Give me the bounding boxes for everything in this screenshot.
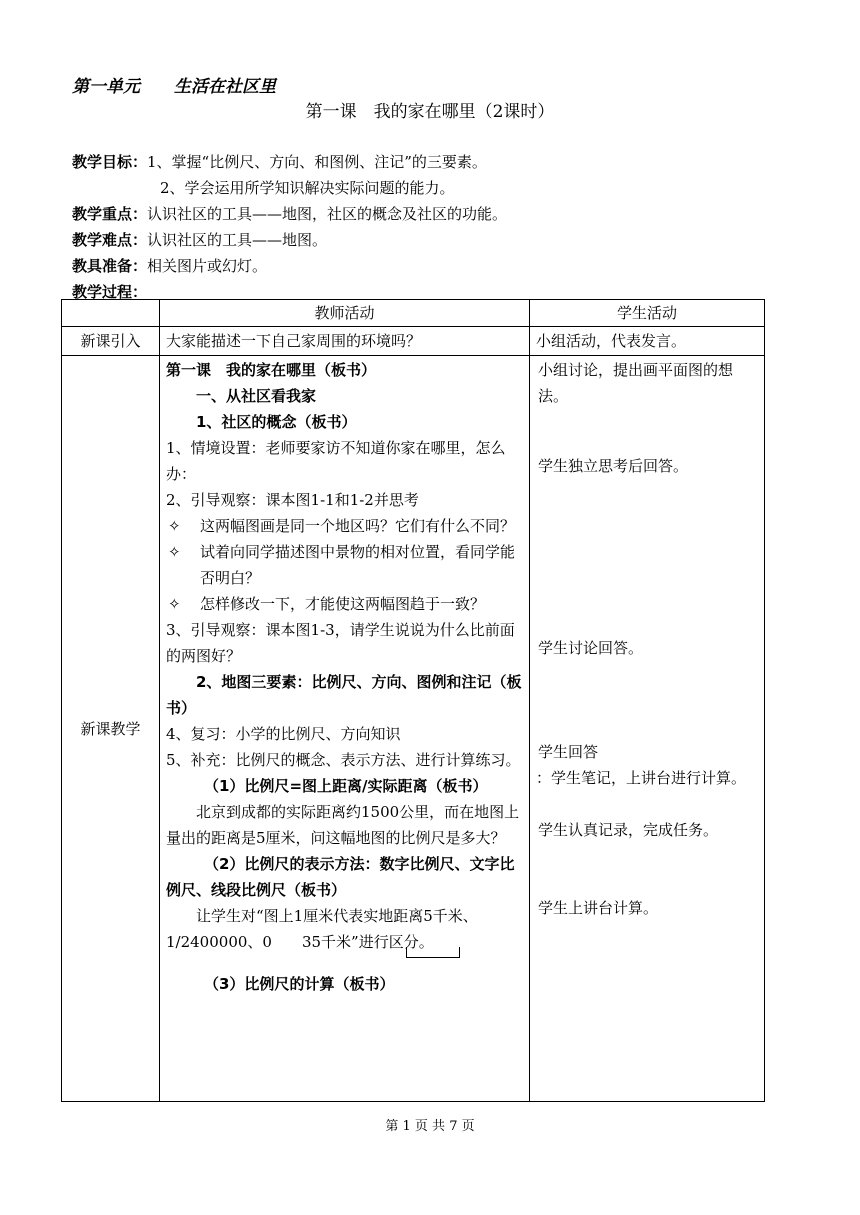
unit-title: 第一单元 生活在社区里 bbox=[72, 77, 276, 97]
diamond-bullet-icon: ✧ bbox=[168, 595, 181, 613]
header-teacher-activity: 教师活动 bbox=[160, 300, 530, 327]
table-row-intro bbox=[62, 327, 765, 356]
student-activity: ：学生笔记，上讲台进行计算。 bbox=[536, 769, 747, 787]
goal-2: 2、学会运用所学知识解决实际问题的能力。 bbox=[160, 179, 455, 197]
lesson-title: 第一课 我的家在哪里（2课时） bbox=[305, 102, 555, 122]
teacher-line: （1）比例尺=图上距离/实际距离（板书） bbox=[204, 777, 488, 795]
teacher-line: 4、复习：小学的比例尺、方向知识 bbox=[166, 725, 401, 743]
student-activity: 学生认真记录，完成任务。 bbox=[538, 821, 719, 839]
teacher-line: 1、社区的概念（板书） bbox=[196, 413, 357, 431]
question-item bbox=[166, 539, 523, 591]
diamond-bullet-icon: ✧ bbox=[168, 517, 181, 535]
question-text: 怎样修改一下，才能使这两幅图趋于一致？ bbox=[200, 595, 486, 613]
header-empty-cell bbox=[62, 300, 160, 327]
intro-teacher-activity: 大家能描述一下自己家周围的环境吗？ bbox=[160, 327, 530, 356]
teacher-line: （2）比例尺的表示方法：数字比例尺、文字比例尺、线段比例尺（板书） bbox=[166, 855, 515, 899]
goals-label: 教学目标： bbox=[72, 153, 148, 171]
teacher-line: 一、从社区看我家 bbox=[196, 387, 317, 405]
key-text: 认识社区的工具——地图，社区的概念及社区的功能。 bbox=[147, 205, 508, 223]
line-scale-icon bbox=[406, 947, 460, 958]
header-student-activity: 学生活动 bbox=[530, 300, 765, 327]
student-activity: 学生讨论回答。 bbox=[538, 639, 644, 657]
teaching-key-points bbox=[72, 203, 507, 224]
teaching-difficulty bbox=[72, 229, 327, 250]
teacher-line: 2、引导观察：课本图1-1和1-2并思考 bbox=[166, 491, 419, 509]
lesson-plan-table bbox=[61, 299, 765, 1102]
tools-text: 相关图片或幻灯。 bbox=[147, 257, 268, 275]
student-activity: 学生独立思考后回答。 bbox=[538, 457, 689, 475]
teaching-process-label: 教学过程： bbox=[72, 283, 148, 301]
table-header-row bbox=[62, 300, 765, 327]
question-item bbox=[166, 591, 523, 617]
section-teaching: 新课教学 bbox=[62, 356, 160, 1102]
section-intro: 新课引入 bbox=[62, 327, 160, 356]
question-text: 这两幅图画是同一个地区吗？它们有什么不同？ bbox=[200, 517, 516, 535]
difficulty-label: 教学难点： bbox=[72, 231, 148, 249]
teaching-teacher-activity bbox=[160, 356, 530, 1102]
teacher-line: 1、情境设置：老师要家访不知道你家在哪里，怎么办： bbox=[166, 439, 506, 483]
page-footer: 第 1 页 共 7 页 bbox=[385, 1119, 475, 1134]
diamond-bullet-icon: ✧ bbox=[168, 543, 181, 561]
teacher-line: （3）比例尺的计算（板书） bbox=[204, 975, 395, 993]
teaching-student-activity bbox=[530, 356, 765, 1102]
key-label: 教学重点： bbox=[72, 205, 148, 223]
teacher-line: 3、引导观察：课本图1-3，请学生说说为什么比前面的两图好？ bbox=[166, 621, 515, 665]
student-activity: 学生回答 bbox=[538, 743, 599, 761]
teacher-line: 5、补充：比例尺的概念、表示方法、进行计算练习。 bbox=[166, 751, 521, 769]
teacher-line: 北京到成都的实际距离约1500公里，而在地图上量出的距离是5厘米，问这幅地图的比例尺是多大？ bbox=[166, 803, 520, 847]
table-row-teaching bbox=[62, 356, 765, 1102]
teaching-tools bbox=[72, 255, 267, 276]
teaching-goals bbox=[72, 151, 487, 172]
teacher-line: 让学生对“图上1厘米代表实地距离5千米、1/2400000、0 35千米”进行区分。 bbox=[166, 903, 523, 955]
goal-1: 1、掌握“比例尺、方向、和图例、注记”的三要素。 bbox=[147, 153, 487, 171]
student-activity: 学生上讲台计算。 bbox=[538, 899, 659, 917]
student-activity: 小组讨论，提出画平面图的想法。 bbox=[538, 361, 734, 405]
tools-label: 教具准备： bbox=[72, 257, 148, 275]
intro-student-activity: 小组活动，代表发言。 bbox=[530, 327, 765, 356]
difficulty-text: 认识社区的工具——地图。 bbox=[147, 231, 328, 249]
question-item bbox=[166, 513, 523, 539]
teacher-line: 2、地图三要素：比例尺、方向、图例和注记（板书） bbox=[166, 673, 522, 717]
question-text: 试着向同学描述图中景物的相对位置，看同学能否明白？ bbox=[200, 543, 516, 587]
teacher-line: 第一课 我的家在哪里（板书） bbox=[166, 361, 377, 379]
